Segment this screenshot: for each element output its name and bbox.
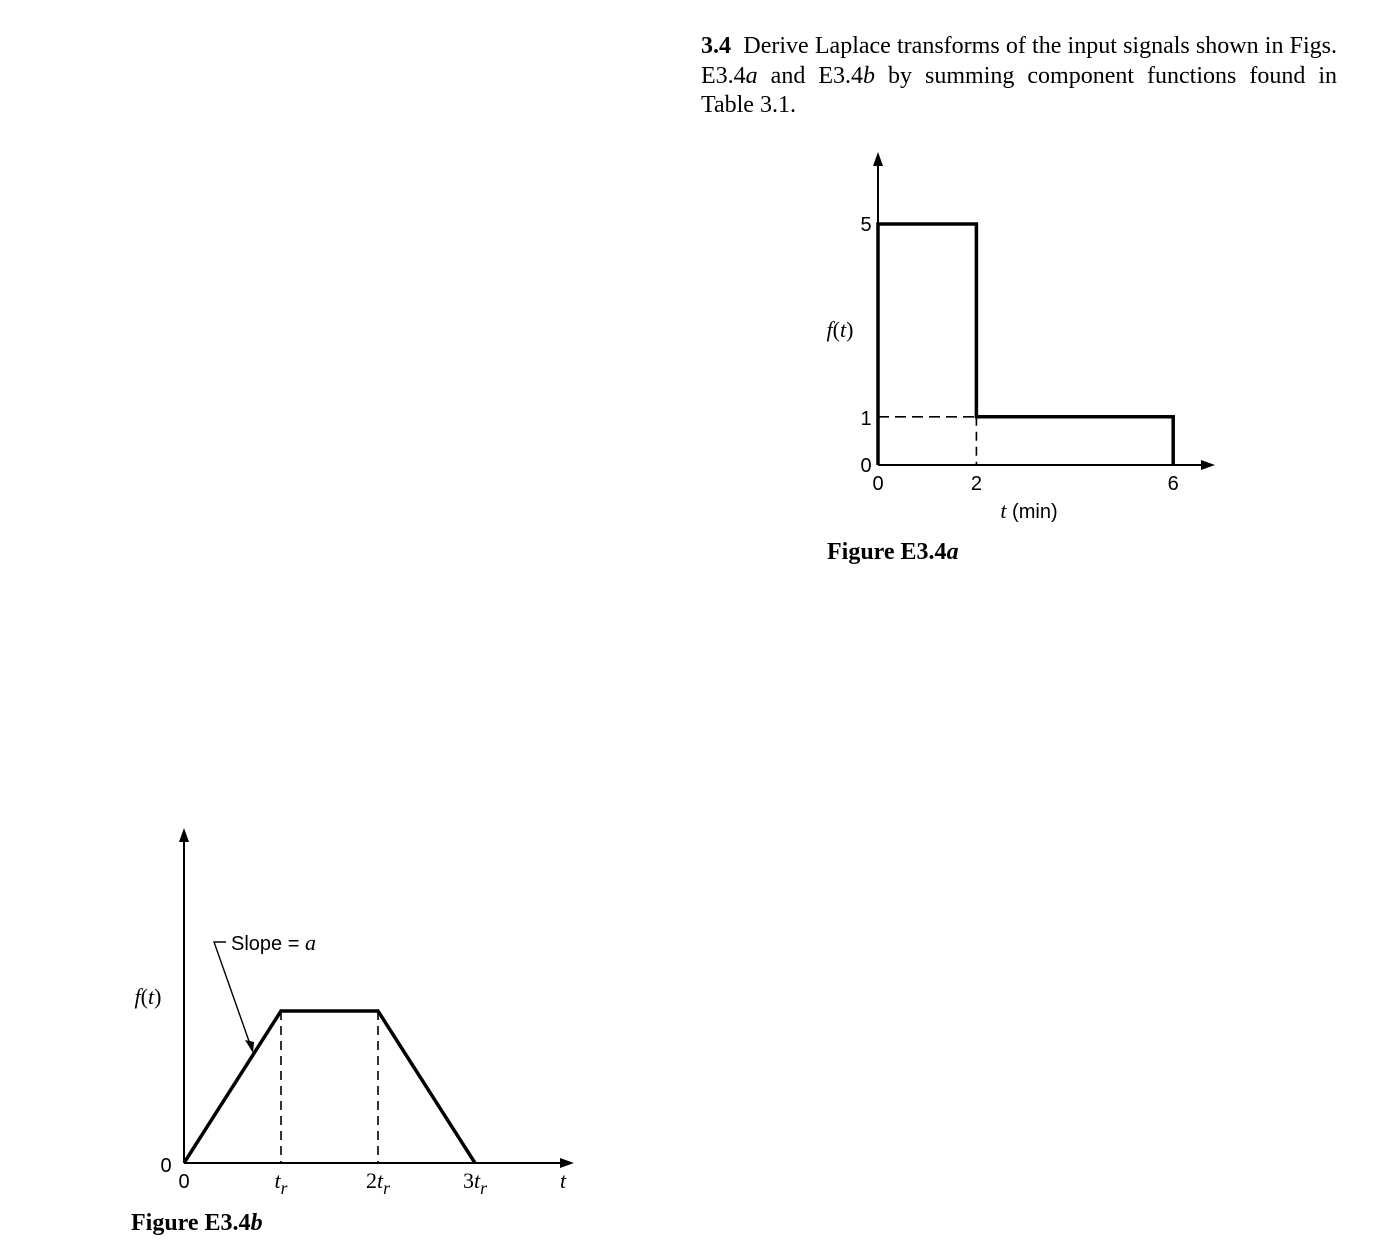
x-tick-label: $3t_r$: [463, 1168, 487, 1198]
x-tick-label: 0: [872, 473, 884, 495]
problem-number: 3.4: [701, 33, 731, 59]
slope-annotation: Slope = a: [231, 930, 316, 955]
figure-caption: Figure E3.4b: [131, 1210, 263, 1236]
y-tick-label: 0: [860, 455, 872, 477]
annotation-leader-line: [214, 942, 250, 1044]
x-tick-label: 0: [178, 1171, 190, 1193]
x-tick-label: 6: [1167, 473, 1179, 495]
x-tick-label: $2t_r$: [366, 1168, 390, 1198]
y-axis-label: f(t): [826, 317, 854, 342]
figure-caption: Figure E3.4a: [827, 539, 959, 565]
y-tick-label: 0: [160, 1155, 172, 1177]
signal-line: [184, 1011, 475, 1163]
problem-text: Derive Laplace transforms of the input signals shown in Figs. E3.4a and E3.4b by summing component functions found in Table 3.1.: [701, 33, 1338, 118]
annotation-arrow-icon: [245, 1040, 254, 1053]
y-tick-label: 5: [860, 214, 872, 236]
x-tick-label: $t_r$: [274, 1168, 288, 1198]
x-axis-label: t: [559, 1168, 567, 1193]
y-axis-arrow-icon: [179, 828, 189, 842]
x-tick-label: 2: [970, 473, 982, 495]
x-axis-label: t (min): [1000, 498, 1058, 523]
y-axis-label: f(t): [134, 984, 162, 1009]
x-axis-arrow-icon: [560, 1158, 574, 1168]
y-tick-label: 1: [860, 408, 872, 430]
